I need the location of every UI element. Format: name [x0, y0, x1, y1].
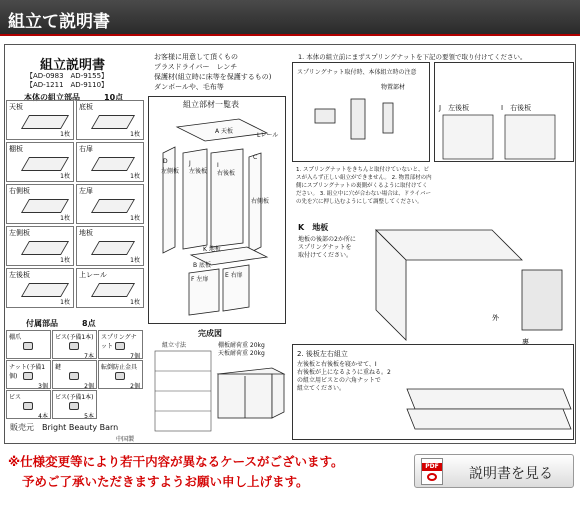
part-cell: [6, 226, 74, 266]
finished-title: 完成図: [198, 329, 222, 338]
part-qty: 1枚: [60, 215, 70, 222]
svg-text:右側板: 右側板: [251, 198, 270, 205]
part-cell: [6, 268, 74, 308]
svg-text:右後板: 右後板: [217, 170, 236, 177]
part-qty: 1枚: [60, 257, 70, 264]
accessory-qty: 3個: [38, 383, 48, 390]
load-capacity-top: 天板耐荷重 20kg: [218, 350, 265, 357]
accessory-cell: [98, 330, 143, 359]
part-drawing: [21, 283, 69, 297]
part-label: 左扉: [79, 187, 93, 195]
part-drawing: [91, 199, 135, 213]
parts-column: [4, 48, 144, 443]
seller-label: 販売元 Bright Beauty Barn: [10, 423, 119, 432]
accessory-cell: [98, 360, 143, 389]
accessory-cell: [52, 390, 97, 419]
svg-text:Lレール: Lレール: [257, 132, 279, 139]
accessory-label: 棚爪: [9, 334, 22, 341]
part-label: 上レール: [79, 271, 107, 279]
accessory-cell: [52, 330, 97, 359]
svg-text:C: C: [253, 154, 258, 161]
part-qty: 1枚: [60, 299, 70, 306]
part-drawing: [21, 157, 69, 171]
accessory-drawing: [69, 342, 79, 350]
k-label: K 地板: [298, 223, 329, 232]
back-label: 裏: [522, 338, 529, 346]
part-label: 底板: [79, 103, 93, 111]
view-manual-button[interactable]: [414, 454, 574, 488]
part-qty: 1枚: [130, 173, 140, 180]
accessories-heading: 付属部品 8点: [26, 319, 96, 328]
part-label: 地板: [79, 229, 93, 237]
accessory-drawing: [23, 372, 33, 380]
outside-label: 外: [492, 314, 499, 322]
part-cell: [6, 100, 74, 140]
part-drawing: [91, 157, 135, 171]
part-drawing: [91, 283, 135, 297]
accessory-drawing: [69, 402, 79, 410]
svg-text:F 左扉: F 左扉: [191, 276, 209, 283]
svg-text:B 底板: B 底板: [193, 262, 212, 269]
part-cell: [76, 268, 144, 308]
made-in-label: 中国製: [116, 436, 135, 443]
step1-notes: 1. スプリングナットをきちんと取付けていないと、ビスが入らず正しい組立ができません。 2. 物置部材の内側にスプリングナットの裏側がくるように取付けてください。 3. 組立中に穴が合わない場合は、ドライバーの先を穴に押し込むようにして調整してください。: [296, 167, 432, 205]
svg-text:左側板: 左側板: [161, 168, 180, 175]
accessory-cell: [6, 330, 51, 359]
accessory-cell: [52, 360, 97, 389]
accessory-label: ナット(予備1個): [9, 364, 46, 380]
part-drawing: [21, 241, 69, 255]
k-panel: [292, 220, 574, 354]
part-cell: [6, 142, 74, 182]
load-capacity-shelf: 棚板耐荷重 20kg: [218, 342, 265, 349]
step2-heading: 2. 後板左右組立: [297, 350, 348, 358]
accessory-label: ビス(予備1本): [55, 334, 94, 341]
step1-heading: 1. 本体の組立前にまずスプリングナットを下記の要領で取り付けてください。: [298, 53, 527, 61]
part-drawing: [21, 199, 69, 213]
svg-text:D: D: [163, 158, 168, 165]
parts-diagram: [148, 96, 286, 324]
label-i: I 右後板: [501, 104, 532, 112]
part-qty: 1枚: [130, 299, 140, 306]
part-label: 棚板: [9, 145, 23, 153]
part-qty: 1枚: [60, 173, 70, 180]
part-qty: 1枚: [130, 215, 140, 222]
finished-cabinet-drawing: [214, 360, 288, 424]
instructions-column: [292, 48, 574, 440]
part-drawing: [21, 115, 69, 129]
spring-nut-drawing: [295, 79, 429, 159]
part-qty: 1枚: [60, 131, 70, 138]
accessory-label: 転倒防止金具: [101, 364, 138, 371]
page-header: [0, 0, 580, 36]
step2-note: 左後板と右後板を寝かせて、I 右後板が上になるように重ねる。2 の組立用ビスとの六角ナットで 組立てください。: [297, 361, 391, 392]
dimensions-title: 組立寸法: [162, 342, 187, 349]
accessory-label: スプリングナット: [101, 334, 137, 350]
svg-text:A 天板: A 天板: [215, 128, 234, 135]
step2-panel: [292, 344, 574, 440]
part-drawing: [91, 241, 135, 255]
model-numbers: 【AD-0983 AD-9155】 【AD-1211 AD-9110】: [26, 72, 109, 89]
part-label: 右側板: [9, 187, 30, 195]
svg-text:K 地板: K 地板: [203, 246, 221, 253]
part-cell: [76, 100, 144, 140]
accessory-qty: 5本: [84, 413, 94, 420]
svg-text:物置部材: 物置部材: [381, 84, 406, 91]
notice-line-1: ※仕様変更等により若干内容が異なるケースがございます。: [8, 454, 344, 469]
pdf-icon: PDF: [421, 458, 443, 485]
parts-heading: 本体の組立部品 10点: [24, 93, 124, 102]
part-label: 天板: [9, 103, 23, 111]
part-drawing: [91, 115, 135, 129]
part-cell: [76, 184, 144, 224]
page-title: 組立て説明書: [8, 12, 110, 32]
accessory-cell: [6, 360, 51, 389]
spring-nut-example-panel: [434, 62, 574, 162]
part-label: 左側板: [9, 229, 30, 237]
svg-text:I: I: [217, 162, 219, 169]
dimensions-table: [154, 350, 214, 432]
parts-diagram-column: [148, 48, 288, 440]
svg-text:J: J: [189, 160, 191, 167]
tools-notice: お客様に用意して頂くもの プラスドライバー レンチ 保護材(組立時に床等を保護するもの) ダンボールや、毛布等: [154, 53, 272, 91]
part-label: 左後板: [9, 271, 30, 279]
accessory-cell: [6, 390, 51, 419]
view-manual-label: 説明書を見る: [469, 466, 553, 482]
k-note: 地板の後部の2か所に スプリングナットを 取付けてください。: [298, 236, 356, 259]
svg-text:E 右扉: E 右扉: [225, 272, 243, 279]
manual-title: 組立説明書: [40, 58, 106, 73]
label-j: J 左後板: [439, 104, 470, 112]
accessory-qty: 7個: [130, 353, 140, 360]
part-cell: [76, 142, 144, 182]
accessory-qty: 7本: [84, 353, 94, 360]
part-cell: [6, 184, 74, 224]
accessory-label: 鍵: [55, 364, 62, 371]
part-cell: [76, 226, 144, 266]
part-qty: 1枚: [130, 131, 140, 138]
accessory-drawing: [23, 342, 33, 350]
accessory-label: ビス(予備1本): [55, 394, 94, 401]
accessory-drawing: [23, 402, 33, 410]
svg-text:左後板: 左後板: [189, 168, 208, 175]
spring-nut-panel: [292, 62, 430, 162]
step2-drawing: [403, 349, 573, 439]
accessory-qty: 2個: [84, 383, 94, 390]
accessory-label: ビス: [9, 394, 22, 401]
accessory-drawing: [115, 342, 125, 350]
accessory-drawing: [115, 372, 125, 380]
accessory-qty: 2個: [130, 383, 140, 390]
accessory-drawing: [69, 372, 79, 380]
part-qty: 1枚: [130, 257, 140, 264]
diagram-title: 組立部材一覧表: [183, 100, 239, 109]
notice-line-2: 予めご了承いただきますようお願い申し上げます。: [22, 474, 309, 489]
exploded-view-drawing: [149, 97, 285, 321]
back-panel-drawing: [435, 113, 573, 163]
floor-panel-drawing: [372, 220, 572, 350]
part-label: 右扉: [79, 145, 93, 153]
spring-nut-title: スプリングナット取付時、本体組立時の注意: [297, 69, 417, 76]
accessory-qty: 4本: [38, 413, 48, 420]
